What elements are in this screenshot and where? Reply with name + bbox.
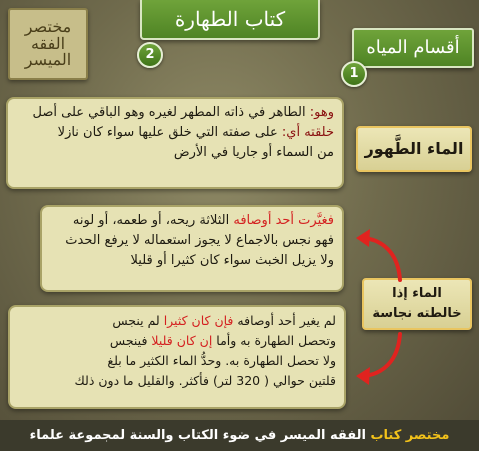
footer-bar	[0, 420, 479, 451]
book-number-badge: 2	[137, 42, 163, 68]
tahur-label-text: الماء الطَّهور	[364, 139, 464, 158]
footer-text: الفقه الميسر في ضوء الكتاب والسنة لمجموعة علماء	[29, 428, 366, 443]
unchanged-red-2: إن كان قليلا	[151, 333, 213, 348]
unchanged-line-1	[18, 311, 336, 331]
section-title: أقسام المياه	[366, 37, 460, 58]
section-title-banner	[352, 28, 474, 68]
changed-line-2: فهو نجس بالاجماع لا يجوز استعماله لا يرفع الحدث	[65, 233, 334, 248]
changed-line-3: ولا يزيل الخبث سواء كان كثيرا أو قليلا	[130, 253, 334, 268]
tahur-definition-box	[6, 97, 344, 189]
unchanged-line-4: قلتين حوالي ( 320 لتر) فأكثر. والقليل ما دون ذلك	[74, 373, 336, 388]
logo-card	[8, 8, 88, 80]
unchanged-line-2	[18, 331, 336, 351]
logo-line-1: مختصر	[24, 16, 72, 36]
arrow-down-icon	[352, 330, 412, 392]
unchanged-text-1b: لم ينجس	[112, 313, 160, 328]
book-title: كتاب الطهارة	[174, 7, 286, 31]
unchanged-text-2a: وتحصل الطهارة به وأما	[216, 333, 336, 348]
tahur-line-3: من السماء أو جاريا في الأرض	[173, 145, 334, 160]
tahur-lead-2: خلقته أي:	[281, 125, 334, 140]
unchanged-text-1a: لم يغير أحد أوصافه	[237, 313, 336, 328]
tahur-label	[356, 126, 472, 172]
najasa-label	[362, 278, 472, 330]
najasa-unchanged-box	[8, 305, 346, 409]
tahur-line-1	[16, 103, 334, 123]
tahur-text-1: الطاهر في ذاته المطهر لغيره وهو الباقي على أصل	[32, 105, 306, 120]
najis-changed-box	[40, 205, 344, 292]
changed-line-1	[50, 211, 334, 231]
changed-lead: فغيَّرت أحد أوصافه	[233, 213, 334, 228]
tahur-lead: وهو:	[309, 105, 334, 120]
unchanged-line-3: ولا تحصل الطهارة به. وحدُّ الماء الكثير ما بلغ	[107, 353, 336, 368]
arrow-up-icon	[352, 222, 412, 284]
logo-line-2: الفقه	[30, 33, 66, 53]
section-number-badge: 1	[341, 61, 367, 87]
footer-accent: مختصر كتاب	[370, 428, 450, 443]
book-title-banner	[140, 0, 320, 40]
unchanged-text-2b: فينجس	[109, 333, 148, 348]
unchanged-red-1: فإن كان كثيرا	[163, 313, 234, 328]
logo-line-3: الميسر	[24, 50, 72, 70]
tahur-line-2	[16, 123, 334, 143]
changed-text-1: الثلاثة ريحه، أو طعمه، أو لونه	[72, 213, 230, 228]
tahur-text-2: على صفته التي خلق عليها سواء كان نازلا	[57, 125, 278, 140]
najasa-label-line-1: الماء إذا	[392, 286, 442, 301]
najasa-label-line-2: خالطته نجاسة	[372, 306, 462, 321]
